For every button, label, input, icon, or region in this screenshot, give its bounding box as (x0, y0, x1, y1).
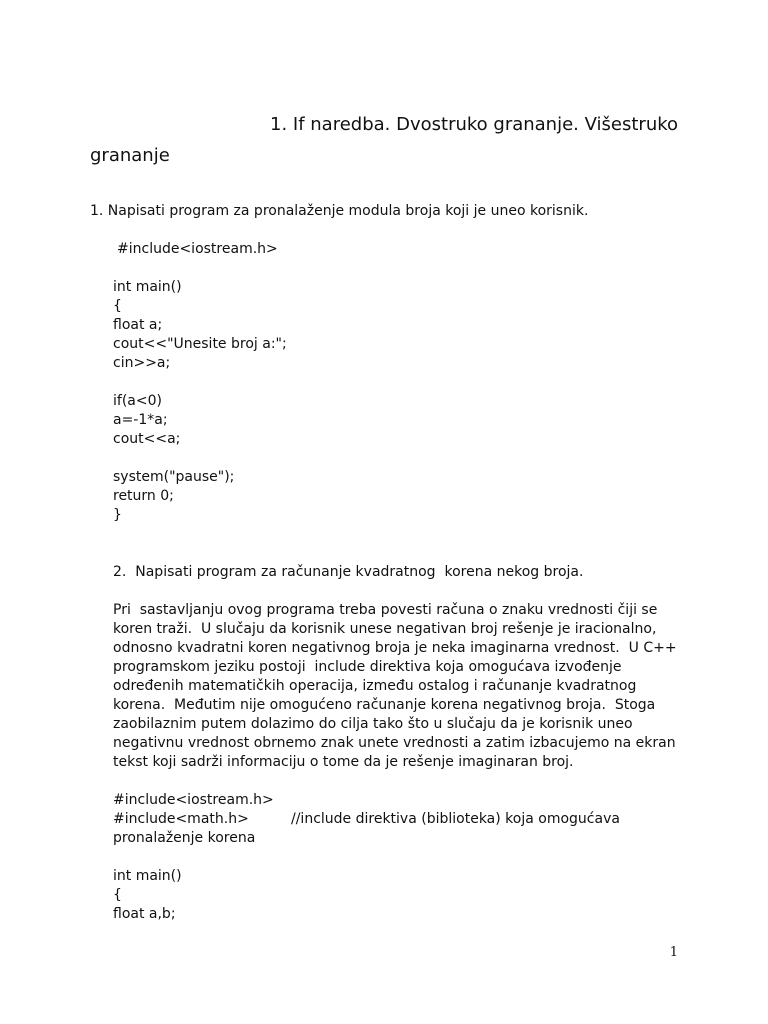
paragraph-line: negativnu vrednost obrnemo znak unete vrednosti a zatim izbacujemo na ekran (113, 735, 676, 751)
code-line: } (113, 507, 122, 523)
code-line: cout<<a; (113, 431, 181, 447)
code-line: float a; (113, 317, 163, 333)
document-title: 1. If naredba. Dvostruko grananje. Višestruko grananje (90, 114, 679, 166)
code-line: #include<math.h> (113, 811, 249, 827)
code-line: return 0; (113, 488, 174, 504)
code-line: { (113, 298, 122, 314)
code-line: { (113, 887, 122, 903)
paragraph-line: tekst koji sadrži informaciju o tome da je rešenje imaginaran broj. (113, 754, 574, 770)
code-line: int main() (113, 868, 182, 884)
code-comment: //include direktiva (biblioteka) koja omogućava (291, 811, 620, 827)
code-line: int main() (113, 279, 182, 295)
code-line: a=-1*a; (113, 412, 168, 428)
paragraph-line: određenih matematičkih operacija, između ostalog i računanje kvadratnog (113, 678, 637, 694)
task-2-heading: 2. Napisati program za računanje kvadratnog korena nekog broja. (113, 564, 584, 580)
code-line: #include<iostream.h> (117, 241, 278, 257)
paragraph-line: Pri sastavljanju ovog programa treba povesti računa o znaku vrednosti čiji se (113, 602, 658, 618)
code-line: float a,b; (113, 906, 176, 922)
paragraph-line: zaobilaznim putem dolazimo do cilja tako što u slučaju da je korisnik uneo (113, 716, 633, 732)
page-number: 1 (669, 945, 678, 960)
code-line: if(a<0) (113, 393, 162, 409)
code-line: cout<<"Unesite broj a:"; (113, 336, 287, 352)
task-1-heading: 1. Napisati program za pronalaženje modula broja koji je uneo korisnik. (90, 203, 589, 219)
paragraph-line: programskom jeziku postoji include direktiva koja omogućava izvođenje (113, 659, 622, 675)
paragraph-line: korena. Međutim nije omogućeno računanje korena negativnog broja. Stoga (113, 697, 656, 713)
paragraph-line: koren traži. U slučaju da korisnik unese negativan broj rešenje je iracionalno, (113, 621, 657, 637)
code-line: system("pause"); (113, 469, 235, 485)
paragraph-line: odnosno kvadratni koren negativnog broja je neka imaginarna vrednost. U C++ (113, 640, 677, 656)
code-comment-continuation: pronalaženje korena (113, 830, 256, 846)
code-line: #include<iostream.h> (113, 792, 274, 808)
code-line: cin>>a; (113, 355, 171, 371)
